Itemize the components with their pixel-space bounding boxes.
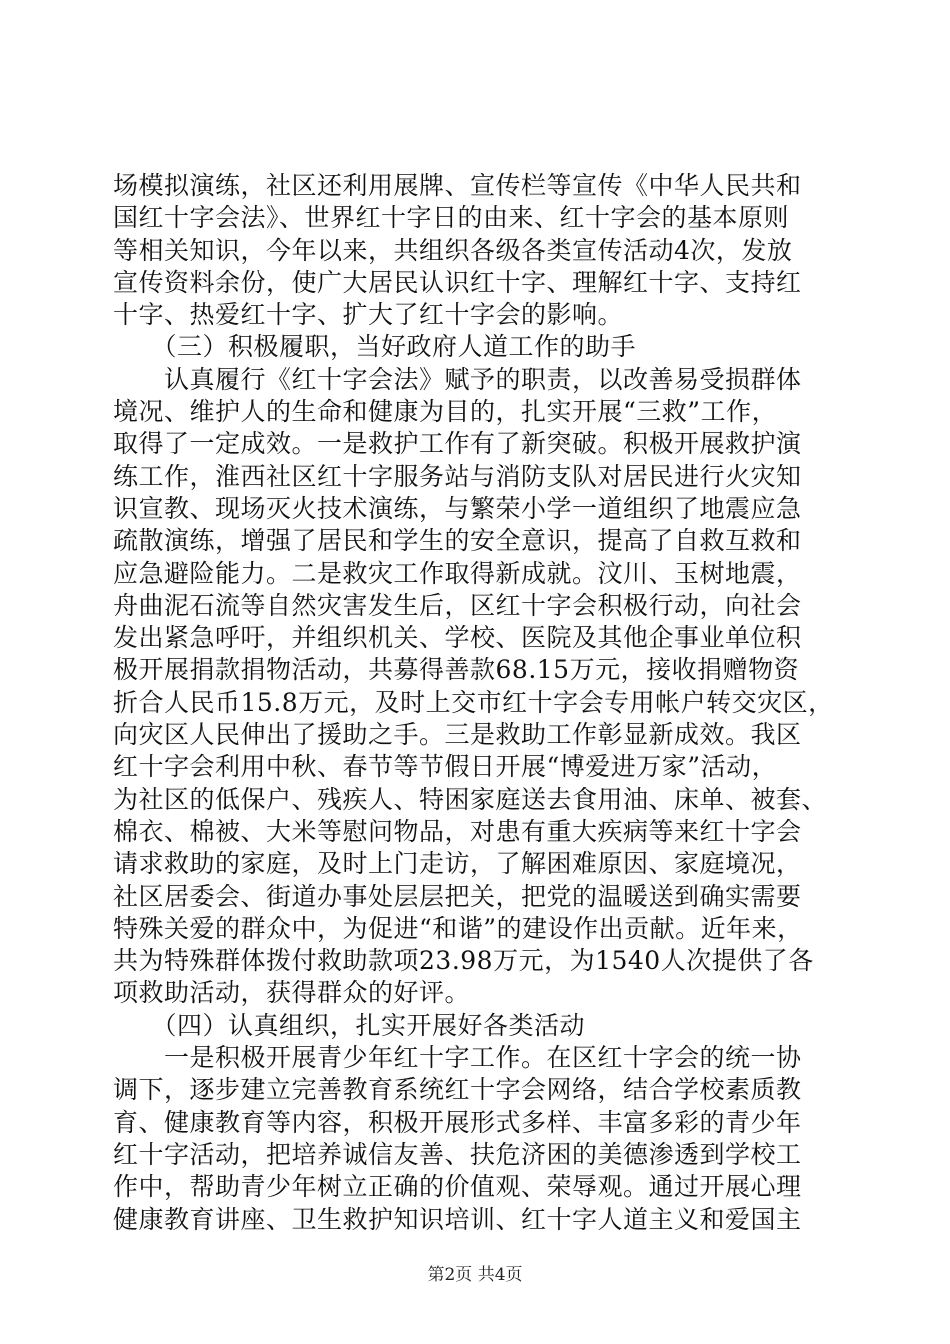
text-line: 极开展捐款捐物活动，共募得善款68.15万元，接收捐赠物资 — [113, 655, 800, 685]
page-footer: 第2页 共4页 — [427, 1265, 523, 1285]
text-line: 取得了一定成效。一是救护工作有了新突破。积极开展救护演 — [113, 429, 802, 459]
text-line: 向灾区人民伸出了援助之手。三是救助工作彰显新成效。我区 — [113, 720, 802, 750]
text-line: 请求救助的家庭，及时上门走访，了解困难原因、家庭境况， — [113, 849, 802, 879]
text-line: 健康教育讲座、卫生救护知识培训、红十字人道主义和爱国主 — [113, 1204, 802, 1234]
text-line: 共为特殊群体拨付救助款项23.98万元，为1540人次提供了各 — [113, 946, 814, 976]
text-line: 特殊关爱的群众中，为促进“和谐”的建设作出贡献。近年来， — [113, 913, 803, 943]
text-line: 红十字会利用中秋、春节等节假日开展“博爱进万家”活动， — [113, 752, 778, 782]
text-line: 场模拟演练，社区还利用展牌、宣传栏等宣传《中华人民共和 — [113, 171, 802, 200]
text-line: 认真履行《红十字会法》赋予的职责，以改善易受损群体 — [113, 364, 802, 394]
text-line: 作中，帮助青少年树立正确的价值观、荣辱观。通过开展心理 — [113, 1172, 802, 1202]
body-text — [113, 170, 853, 1236]
text-line: 十字、热爱红十字、扩大了红十字会的影响。 — [113, 300, 624, 330]
text-line: 舟曲泥石流等自然灾害发生后，区红十字会积极行动，向社会 — [113, 590, 802, 620]
section-heading-4: （四）认真组织，扎实开展好各类活动 — [113, 1010, 586, 1040]
text-line: 等相关知识，今年以来，共组织各级各类宣传活动4次，发放 — [113, 235, 793, 265]
text-line: 棉衣、棉被、大米等慰问物品，对患有重大疾病等来红十字会 — [113, 816, 802, 846]
text-line: 宣传资料余份，使广大居民认识红十字、理解红十字、支持红 — [113, 267, 802, 297]
text-line: 调下，逐步建立完善教育系统红十字会网络，结合学校素质教 — [113, 1075, 802, 1105]
text-line: 为社区的低保户、残疾人、特困家庭送去食用油、床单、被套、 — [113, 784, 828, 814]
text-line: 发出紧急呼吁，并组织机关、学校、医院及其他企事业单位积 — [113, 623, 802, 653]
text-line: 一是积极开展青少年红十字工作。在区红十字会的统一协 — [113, 1043, 802, 1073]
text-line: 境况、维护人的生命和健康为目的，扎实开展“三救”工作， — [113, 397, 778, 427]
text-line: 项救助活动，获得群众的好评。 — [113, 978, 471, 1008]
text-line: 社区居委会、街道办事处层层把关，把党的温暖送到确实需要 — [113, 881, 802, 911]
text-line: 红十字活动，把培养诚信友善、扶危济困的美德渗透到学校工 — [113, 1139, 802, 1169]
text-line: 练工作，淮西社区红十字服务站与消防支队对居民进行火灾知 — [113, 461, 802, 491]
text-line: 育、健康教育等内容，积极开展形式多样、丰富多彩的青少年 — [113, 1107, 802, 1137]
text-line: 折合人民币15.8万元，及时上交市红十字会专用帐户转交灾区， — [113, 687, 834, 717]
section-heading-3: （三）积极履职，当好政府人道工作的助手 — [113, 332, 637, 362]
text-line: 应急避险能力。二是救灾工作取得新成就。汶川、玉树地震， — [113, 558, 802, 588]
text-line: 识宣教、现场灭火技术演练，与繁荣小学一道组织了地震应急 — [113, 493, 802, 523]
text-line: 国红十字会法》、世界红十字日的由来、红十字会的基本原则 — [113, 203, 790, 233]
text-line: 疏散演练，增强了居民和学生的安全意识，提高了自救互救和 — [113, 526, 802, 556]
